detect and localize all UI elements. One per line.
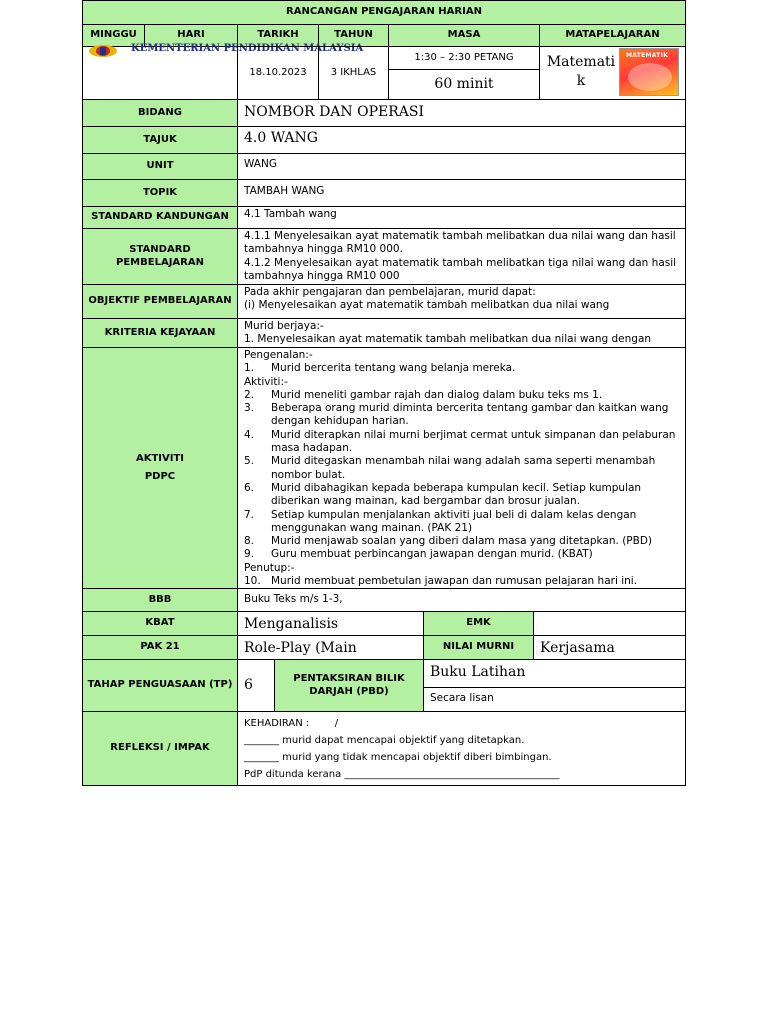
kriteria-label-cell [82, 318, 238, 348]
pak21-value-cell [237, 635, 424, 660]
bidang-value: NOMBOR DAN OPERASI [244, 104, 425, 120]
unit-label-cell [82, 153, 238, 180]
activity-item [244, 535, 679, 548]
nilai-murni-value: Kerjasama [540, 640, 615, 656]
emk-label: EMK [466, 617, 491, 629]
time-cell [388, 46, 540, 70]
col-hari-label: HARI [177, 29, 205, 41]
duration-cell [388, 69, 540, 100]
standard-kandungan-label-cell [82, 206, 238, 229]
topik-value-cell [237, 179, 686, 207]
standard-pembelajaran-label-cell [82, 228, 238, 285]
subject-value: Matematik [546, 54, 616, 89]
date-value: 18.10.2023 [249, 66, 307, 78]
kriteria-value-cell [237, 318, 686, 348]
activity-item-text: Murid membuat pembetulan jawapan dan rumusan pelajaran hari ini. [271, 575, 638, 588]
pdpc-label: PDPC [144, 471, 176, 482]
activity-item-number: 2. [244, 388, 255, 401]
activity-item-text: Beberapa orang murid diminta bercerita tentang gambar dan kaitkan wang dengan kehidupan harian. [271, 402, 669, 428]
col-tahun-label: TAHUN [334, 29, 373, 41]
pak21-label-cell [82, 635, 238, 660]
activity-item-text: Murid diterapkan nilai murni berjimat cermat untuk simpanan dan pelaburan masa hadapan. [271, 428, 676, 455]
col-tarikh-label: TARIKH [257, 29, 299, 41]
activity-item-number: 3. [244, 402, 255, 415]
nilai-murni-label-cell [423, 635, 534, 660]
bbb-value: Buku Teks m/s 1-3, [244, 593, 343, 605]
tajuk-label: TAJUK [143, 133, 177, 145]
activity-item-text: Guru membuat perbincangan jawapan dengan murid. (KBAT) [271, 548, 593, 561]
topik-label: TOPIK [142, 186, 178, 198]
bidang-value-cell [237, 99, 686, 127]
activity-item [244, 575, 679, 588]
penutup-heading: Penutup:- [244, 561, 295, 574]
refleksi-label-cell [82, 711, 238, 786]
activity-item-number: 6. [244, 481, 255, 494]
nilai-murni-label: NILAI MURNI [442, 641, 515, 653]
aktiviti-heading: Aktiviti:- [244, 375, 288, 388]
col-masa [388, 24, 540, 47]
activity-item-text: Murid meneliti gambar rajah dan dialog dalam buku teks ms 1. [271, 388, 603, 401]
tajuk-value: 4.0 WANG [244, 130, 318, 146]
activity-item-text: Murid menjawab soalan yang diberi dalam masa yang ditetapkan. (PBD) [271, 535, 653, 548]
activity-item [244, 455, 679, 482]
tahap-value-cell [237, 659, 275, 712]
activity-item [244, 429, 679, 456]
aktiviti-label-cell [82, 347, 238, 589]
activity-item-text: Murid dibahagikan kepada beberapa kumpulan kecil. Setiap kumpulan diberikan wang mainan, kad bergambar dan brosur jualan. [271, 481, 642, 508]
aktiviti-value-cell [237, 347, 686, 589]
textbook-cover-image [619, 48, 679, 96]
activity-item [244, 509, 679, 536]
refleksi-value-cell [237, 711, 686, 786]
activity-item-number: 5. [244, 455, 255, 468]
pak21-label: PAK 21 [140, 641, 180, 653]
activity-item-number: 10. [244, 575, 261, 588]
activity-item-text: Murid bercerita tentang wang belanja mereka. [271, 362, 516, 375]
pbd-label-cell [274, 659, 424, 712]
col-minggu-label: MINGGU [90, 29, 137, 41]
year-value: 3 IKHLAS [330, 66, 377, 78]
kehadiran-line: KEHADIRAN : / [244, 718, 339, 729]
pbd-value-2: Secara lisan [430, 692, 494, 704]
standard-kandungan-value-cell [237, 206, 686, 229]
kbat-label-cell [82, 611, 238, 636]
time-value: 1:30 – 2:30 PETANG [414, 51, 514, 63]
emk-label-cell [423, 611, 534, 636]
unit-value: WANG [244, 158, 277, 170]
ministry-crest-icon [87, 44, 119, 58]
topik-label-cell [82, 179, 238, 207]
bidang-label: BIDANG [138, 106, 182, 118]
objektif-value-cell [237, 284, 686, 319]
activity-item [244, 402, 679, 429]
ministry-name: KEMENTERIAN PENDIDIKAN MALAYSIA [131, 43, 364, 54]
unit-label: UNIT [146, 160, 174, 172]
tahap-label-cell [82, 659, 238, 712]
activity-item [244, 482, 679, 509]
document-title [82, 0, 686, 25]
objektif-line-1: Pada akhir pengajaran dan pembelajaran, murid dapat: [244, 286, 536, 298]
standard-pembelajaran-label: STANDARD PEMBELAJARAN [116, 244, 204, 268]
activity-item-text: Setiap kumpulan menjalankan aktiviti jual beli di dalam kelas dengan menggunakan wang mainan. (PAK 21) [271, 508, 637, 534]
nilai-murni-value-cell [533, 635, 686, 660]
pbd-value2-cell [423, 687, 686, 712]
kbat-value: Menganalisis [244, 616, 339, 632]
date-cell [237, 46, 319, 100]
aktiviti-label: AKTIVITI [135, 452, 185, 464]
refleksi-line-2: _______ murid yang tidak mencapai objektif diberi bimbingan. [244, 752, 552, 763]
bbb-value-cell [237, 588, 686, 612]
refleksi-label: REFLEKSI / IMPAK [110, 742, 210, 754]
tajuk-value-cell [237, 126, 686, 154]
standard-kandungan-label: STANDARD KANDUNGAN [91, 211, 229, 223]
refleksi-line-1: _______ murid dapat mencapai objektif yang ditetapkan. [244, 735, 525, 746]
bidang-label-cell [82, 99, 238, 127]
unit-value-cell [237, 153, 686, 180]
standard-kandungan-value: 4.1 Tambah wang [244, 208, 337, 220]
activity-item-number: 4. [244, 428, 255, 441]
pak21-value: Role-Play (Main [244, 640, 357, 656]
kriteria-label: KRITERIA KEJAYAAN [104, 326, 216, 338]
pengenalan-heading: Pengenalan:- [244, 349, 313, 361]
emk-value-cell [533, 611, 686, 636]
textbook-cover-art [628, 63, 672, 91]
duration-value: 60 minit [434, 75, 494, 92]
col-matapelajaran [539, 24, 686, 47]
kbat-label: KBAT [145, 617, 175, 629]
tahap-value: 6 [244, 677, 253, 693]
objektif-label-cell [82, 284, 238, 319]
activity-item-number: 7. [244, 508, 255, 521]
topik-value: TAMBAH WANG [244, 185, 325, 197]
col-matapelajaran-label: MATAPELAJARAN [565, 29, 660, 41]
activity-item [244, 548, 679, 561]
tajuk-label-cell [82, 126, 238, 154]
activity-item [244, 362, 679, 375]
pbd-value1-cell [423, 659, 686, 688]
kriteria-line-2: 1. Menyelesaikan ayat matematik tambah melibatkan dua nilai wang dengan [244, 333, 652, 346]
kriteria-line-1: Murid berjaya:- [244, 320, 324, 332]
objektif-label: OBJEKTIF PEMBELAJARAN [88, 295, 232, 307]
year-cell [318, 46, 389, 100]
activity-list [244, 389, 679, 562]
refleksi-line-3: PdP ditunda kerana ___________________________________________ [244, 769, 560, 780]
objektif-line-2: (i) Menyelesaikan ayat matematik tambah melibatkan dua nilai wang [244, 299, 610, 312]
textbook-cover-text: MATEMATIK [626, 52, 669, 59]
standard-pembelajaran-line-2: 4.1.2 Menyelesaikan ayat matematik tambah melibatkan tiga nilai wang dan hasil tambahnya hingga RM10 000 [244, 256, 677, 282]
activity-item-number: 9. [244, 548, 255, 561]
closing-list [244, 575, 679, 588]
kbat-value-cell [237, 611, 424, 636]
activity-item-text: Murid ditegaskan menambah nilai wang adalah sama seperti menambah nombor bulat. [271, 455, 656, 481]
pbd-value-1: Buku Latihan [430, 664, 526, 680]
intro-list [244, 362, 679, 375]
pbd-label: PENTAKSIRAN BILIK DARJAH (PBD) [293, 673, 405, 697]
activity-item-number: 8. [244, 535, 255, 548]
standard-pembelajaran-value-cell [237, 228, 686, 285]
bbb-label: BBB [148, 593, 172, 605]
activity-item [244, 389, 679, 402]
tahap-label: TAHAP PENGUASAAN (TP) [87, 679, 233, 691]
col-masa-label: MASA [447, 29, 481, 41]
bbb-label-cell [82, 588, 238, 612]
activity-item-number: 1. [244, 362, 255, 375]
standard-pembelajaran-line-1: 4.1.1 Menyelesaikan ayat matematik tambah melibatkan dua nilai wang dan hasil tambahnya hingga RM10 000. [244, 230, 676, 256]
title-text: RANCANGAN PENGAJARAN HARIAN [286, 6, 482, 18]
